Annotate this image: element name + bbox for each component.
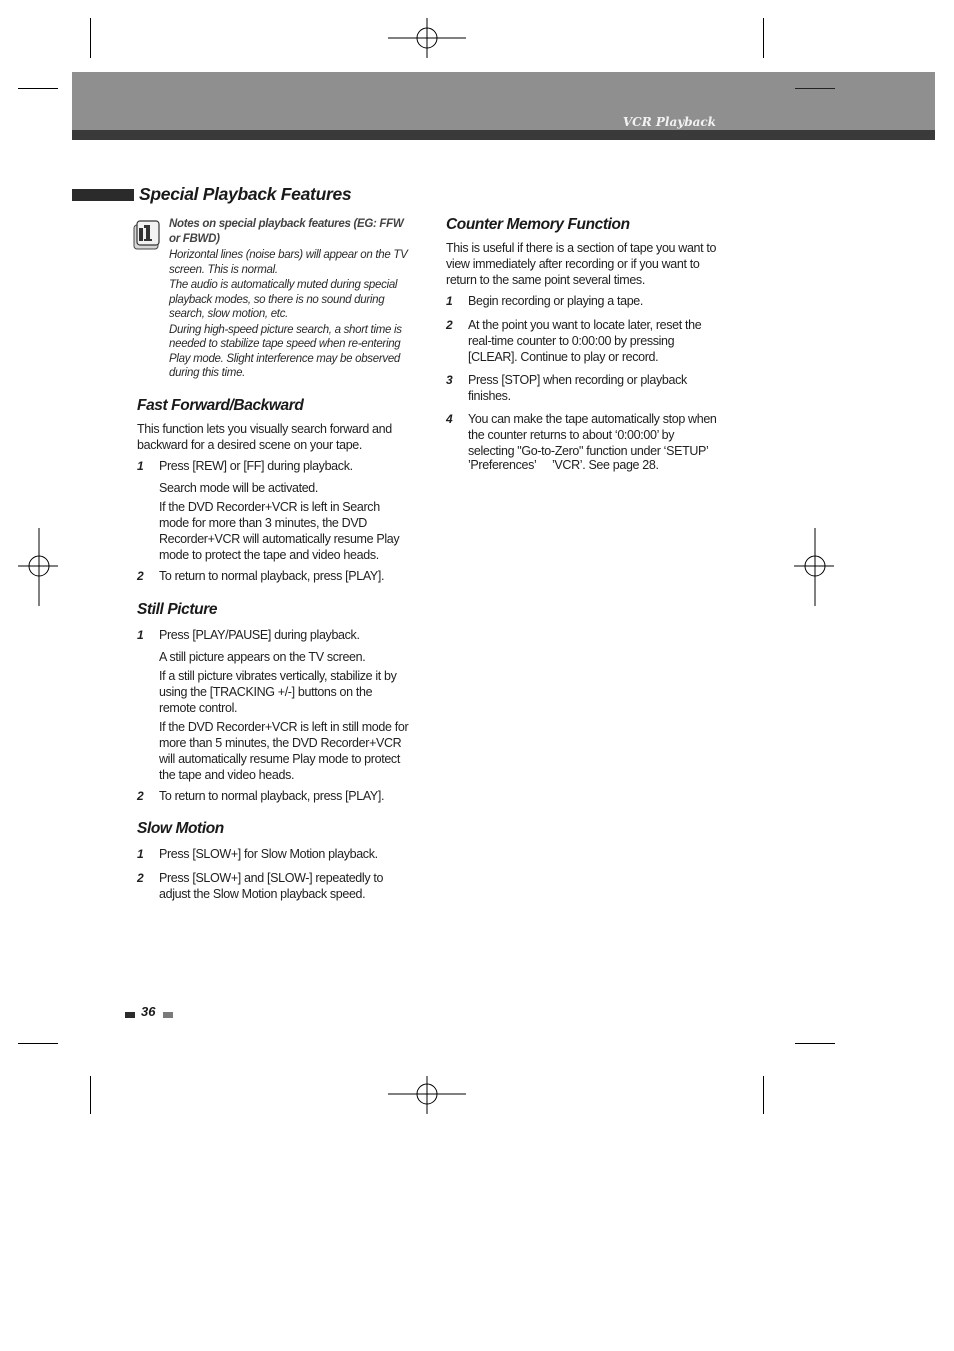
notes-block	[169, 217, 409, 381]
registration-mark-icon	[388, 0, 466, 78]
counter-step2-text: At the point you want to locate later, reset the real-time counter to 0:00:00 by pressing [CLEAR]. Continue to play or record.	[468, 318, 702, 364]
counter-step1-number: 1	[446, 294, 453, 308]
crop-mark	[763, 18, 764, 58]
counter-step4-number: 4	[446, 412, 453, 426]
registration-mark-icon	[776, 528, 854, 606]
still-step1-sub: A still picture appears on the TV screen.	[159, 650, 366, 664]
still-step1-text: Press [PLAY/PAUSE] during playback.	[159, 628, 360, 642]
slow-heading: Slow Motion	[137, 820, 224, 837]
header-rule	[795, 88, 835, 89]
header-strip	[72, 130, 935, 140]
notes-title: Notes on special playback features (EG: FFW or FBWD)	[169, 218, 404, 245]
ffw-step1-sub: If the DVD Recorder+VCR is left in Search mode for more than 3 minutes, the DVD Recorder+VCR will automatically resume Play mode to protect the tape and video heads.	[159, 500, 400, 562]
section-title-bar	[72, 189, 134, 201]
note-item: During high-speed picture search, a short time is needed to stabilize tape speed when re-entering Play mode. Slight interference may be observed during this time.	[169, 323, 402, 379]
header-title: VCR Playback	[622, 115, 716, 129]
still-step1-number: 1	[137, 628, 144, 642]
still-step2-number: 2	[137, 789, 144, 803]
counter-intro: This is useful if there is a section of tape you want to view immediately after recording or if you want to return to the same point several times.	[446, 241, 717, 287]
counter-step3-text: Press [STOP] when recording or playback finishes.	[468, 373, 687, 403]
counter-step4-text: You can make the tape automatically stop when the counter returns to about ‘0:00:00’ by selecting "Go-to-Zero" function under ‘SETUP’	[468, 412, 717, 458]
ffw-step2-text: To return to normal playback, press [PLAY].	[159, 569, 385, 583]
note-item: The audio is automatically muted during special playback modes, so there is no sound during search, slow motion, etc.	[169, 279, 398, 320]
counter-step4-path-vcr: ’VCR’. See page 28.	[552, 458, 659, 472]
registration-mark-icon	[388, 1056, 466, 1134]
counter-step4-path-preferences: ’Preferences’	[468, 458, 537, 472]
still-step2-text: To return to normal playback, press [PLAY].	[159, 789, 385, 803]
ffw-step1-number: 1	[137, 459, 144, 473]
counter-step2-number: 2	[446, 318, 453, 332]
ffw-intro: This function lets you visually search forward and backward for a desired scene on your tape.	[137, 422, 392, 452]
still-step1-sub: If a still picture vibrates vertically, stabilize it by using the [TRACKING +/-] buttons on the remote control.	[159, 669, 397, 715]
slow-step1-text: Press [SLOW+] for Slow Motion playback.	[159, 847, 378, 861]
page-number-marker	[125, 1012, 135, 1018]
still-step1-sub: If the DVD Recorder+VCR is left in still mode for more than 5 minutes, the DVD Recorder+VCR will automatically resume Play mode to protect the tape and video heads.	[159, 720, 409, 782]
info-note-icon	[133, 220, 161, 250]
crop-mark	[18, 88, 58, 89]
still-heading: Still Picture	[137, 601, 218, 618]
crop-mark	[18, 1043, 58, 1044]
crop-mark	[763, 1076, 764, 1114]
slow-step2-number: 2	[137, 871, 144, 885]
slow-step2-text: Press [SLOW+] and [SLOW-] repeatedly to adjust the Slow Motion playback speed.	[159, 871, 384, 901]
crop-mark	[90, 18, 91, 58]
ffw-step2-number: 2	[137, 569, 144, 583]
counter-heading: Counter Memory Function	[446, 216, 630, 233]
page-number-marker	[163, 1012, 173, 1018]
counter-step1-text: Begin recording or playing a tape.	[468, 294, 644, 308]
registration-mark-icon	[0, 528, 78, 606]
ffw-step1-text: Press [REW] or [FF] during playback.	[159, 459, 353, 473]
note-item: Horizontal lines (noise bars) will appear on the TV screen. This is normal.	[169, 249, 408, 276]
section-title: Special Playback Features	[139, 184, 352, 204]
crop-mark	[90, 1076, 91, 1114]
ffw-heading: Fast Forward/Backward	[137, 397, 304, 414]
slow-step1-number: 1	[137, 847, 144, 861]
crop-mark	[795, 1043, 835, 1044]
page-number: 36	[141, 1004, 156, 1019]
counter-step3-number: 3	[446, 373, 453, 387]
ffw-step1-sub: Search mode will be activated.	[159, 481, 319, 495]
header-band	[72, 72, 935, 130]
